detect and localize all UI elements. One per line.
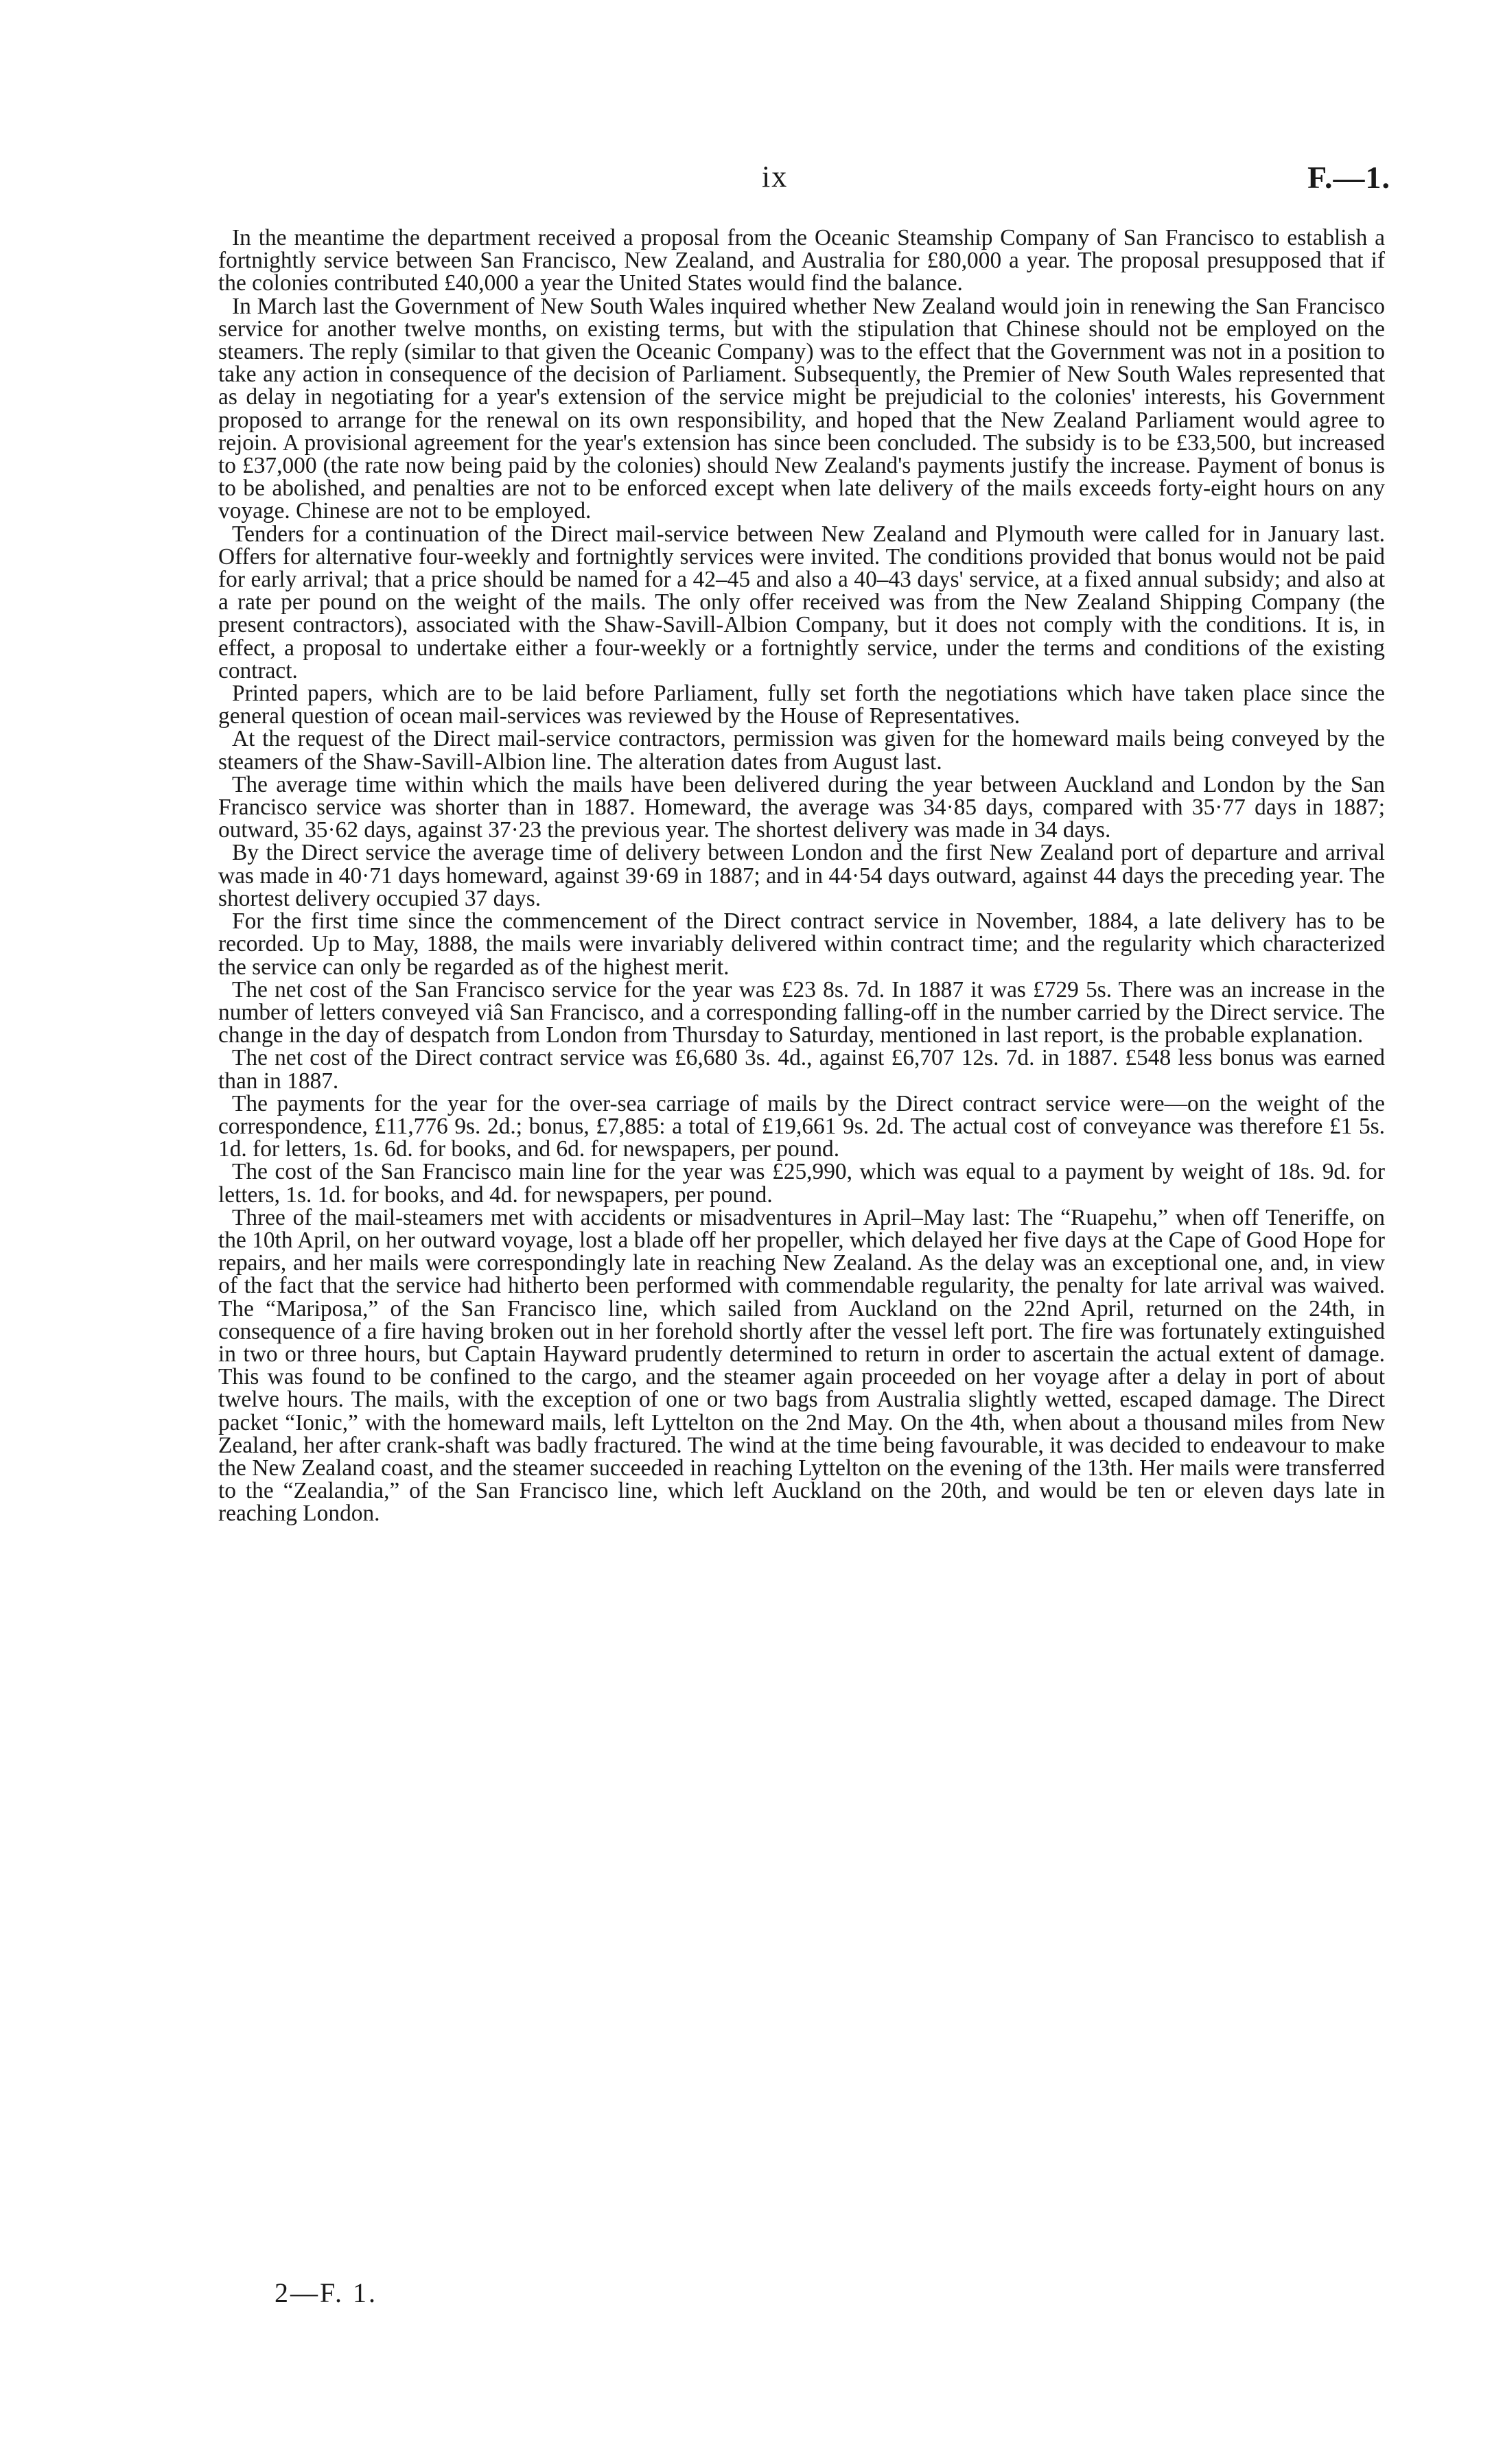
paragraph-sf-net-cost: The net cost of the San Francisco service for the year was £23 8s. 7d. In 1887 it was £729 5s. There was an increase in the number of letters conveyed viâ San Francisco, and a corresponding falling-off in the number carried by the Direct service. The change in the day of despatch from London from Thursday to Saturday, mentioned in last report, is the probable explanation.	[218, 976, 1385, 1048]
paragraph-sf-main-line-cost: The cost of the San Francisco main line for the year was £25,990, which was equal to a payment by weight of 18s. 9d. for letters, 1s. 1d. for books, and 4d. for newspapers, per pound.	[218, 1159, 1385, 1208]
paragraph-direct-net-cost: The net cost of the Direct contract service was £6,680 3s. 4d., against £6,707 12s. 7d. in 1887. £548 less bonus was earned than in 1887.	[218, 1045, 1385, 1094]
paragraph-mail-steamer-accidents: Three of the mail-steamers met with accidents or misadventures in April–May last: The “Ruapehu,” when off Teneriffe, on the 10th April, on her outward voyage, lost a blade off her propeller, which delayed her five days at the Cape of Good Hope for repairs, and her mails were correspondingly late in reaching New Zealand. As the delay was an exceptional one, and, in view of the fact that the service had hitherto been performed with commendable regularity, the penalty for late arrival was waived. The “Mariposa,” of the San Francisco line, which sailed from Auckland on the 22nd April, returned on the 24th, in consequence of a fire having broken out in her forehold shortly after the vessel left port. The fire was fortunately extinguished in two or three hours, but Captain Hayward prudently determined to return in order to ascertain the actual extent of damage. This was found to be confined to the cargo, and the steamer again proceeded on her voyage after a delay in port of about twelve hours. The mails, with the exception of one or two bags from Australia slightly wetted, escaped damage. The Direct packet “Ionic,” with the homeward mails, left Lyttelton on the 2nd May. On the 4th, when about a thousand miles from New Zealand, her after crank-shaft was badly fractured. The wind at the time being favourable, it was decided to endeavour to make the New Zealand coast, and the steamer succeeded in reaching Lyttelton on the evening of the 13th. Her mails were transferred to the “Zealandia,” of the San Francisco line, which left Auckland on the 20th, and would be ten or eleven days late in reaching London.	[218, 1204, 1385, 1527]
paragraph-oversea-payments: The payments for the year for the over-sea carriage of mails by the Direct contract service were—on the weight of the correspondence, £11,776 9s. 2d.; bonus, £7,885: a total of £19,661 9s. 2d. The actual cost of conveyance was therefore £1 5s. 1d. for letters, 1s. 6d. for books, and 6d. for newspapers, per pound.	[218, 1090, 1385, 1162]
paragraph-homeward-mails: At the request of the Direct mail-service contractors, permission was given for the homeward mails being conveyed by the steamers of the Shaw-Savill-Albion line. The alteration dates from August last.	[218, 726, 1385, 775]
paragraph-printed-papers: Printed papers, which are to be laid before Parliament, fully set forth the negotiations which have taken place since the general question of ocean mail-services was reviewed by the House of Representatives.	[218, 681, 1385, 729]
paragraph-late-delivery: For the first time since the commencement of the Direct contract service in November, 1884, a late delivery has to be recorded. Up to May, 1888, the mails were invariably delivered within contract time; and the regularity which characterized the service can only be regarded as of the highest merit.	[218, 908, 1385, 980]
paragraph-direct-delivery-times: By the Direct service the average time of delivery between London and the first New Zealand port of departure and arrival was made in 40·71 days homeward, against 39·69 in 1887; and in 44·54 days outward, against 44 days the preceding year. The shortest delivery occupied 37 days.	[218, 840, 1385, 911]
paragraph-oceanic-proposal: In the meantime the department received a proposal from the Oceanic Steamship Company of San Francisco to establish a fortnightly service between San Francisco, New Zealand, and Australia for £80,000 a year. The proposal presupposed that if the colonies contributed £40,000 a year the United States would find the balance.	[218, 225, 1385, 296]
page-header	[0, 159, 1492, 200]
page-number: ix	[762, 160, 789, 193]
document-reference: F.—1.	[1307, 160, 1390, 195]
paragraph-direct-tenders: Tenders for a continuation of the Direct mail-service between New Zealand and Plymouth were called for in January last. Offers for alternative four-weekly and fortnightly services were invited. The conditions provided that bonus would not be paid for early arrival; that a price should be named for a 42–45 and also a 40–43 days' service, at a fixed annual subsidy; and also at a rate per pound on the weight of the mails. The only offer received was from the New Zealand Shipping Company (the present contractors), associated with the Shaw-Savill-Albion Company, but it does not comply with the conditions. It is, in effect, a proposal to undertake either a four-weekly or a fortnightly service, under the terms and conditions of the existing contract.	[218, 521, 1385, 683]
signature-mark: 2—F. 1.	[275, 2277, 378, 2308]
body-text	[218, 226, 1385, 1525]
paragraph-nsw-renewal: In March last the Government of New South Wales inquired whether New Zealand would join in renewing the San Francisco service for another twelve months, on existing terms, but with the stipulation that Chinese should not be employed on the steamers. The reply (similar to that given the Oceanic Company) was to the effect that the Government was not in a position to take any action in consequence of the decision of Parliament. Subsequently, the Premier of New South Wales represented that as delay in negotiating for a year's extension of the service might be prejudicial to the colonies' interests, his Government proposed to arrange for the renewal on its own responsibility, and hoped that the New Zealand Parliament would agree to rejoin. A provisional agreement for the year's extension has since been concluded. The subsidy is to be £33,500, but increased to £37,000 (the rate now being paid by the colonies) should New Zealand's payments justify the increase. Payment of bonus is to be abolished, and penalties are not to be enforced except when late delivery of the mails exceeds forty-eight hours on any voyage. Chinese are not to be employed.	[218, 293, 1385, 524]
paragraph-sf-delivery-times: The average time within which the mails have been delivered during the year between Auckland and London by the San Francisco service was shorter than in 1887. Homeward, the average was 34·85 days, compared with 35·77 days in 1887; outward, 35·62 days, against 37·23 the previous year. The shortest delivery was made in 34 days.	[218, 771, 1385, 843]
